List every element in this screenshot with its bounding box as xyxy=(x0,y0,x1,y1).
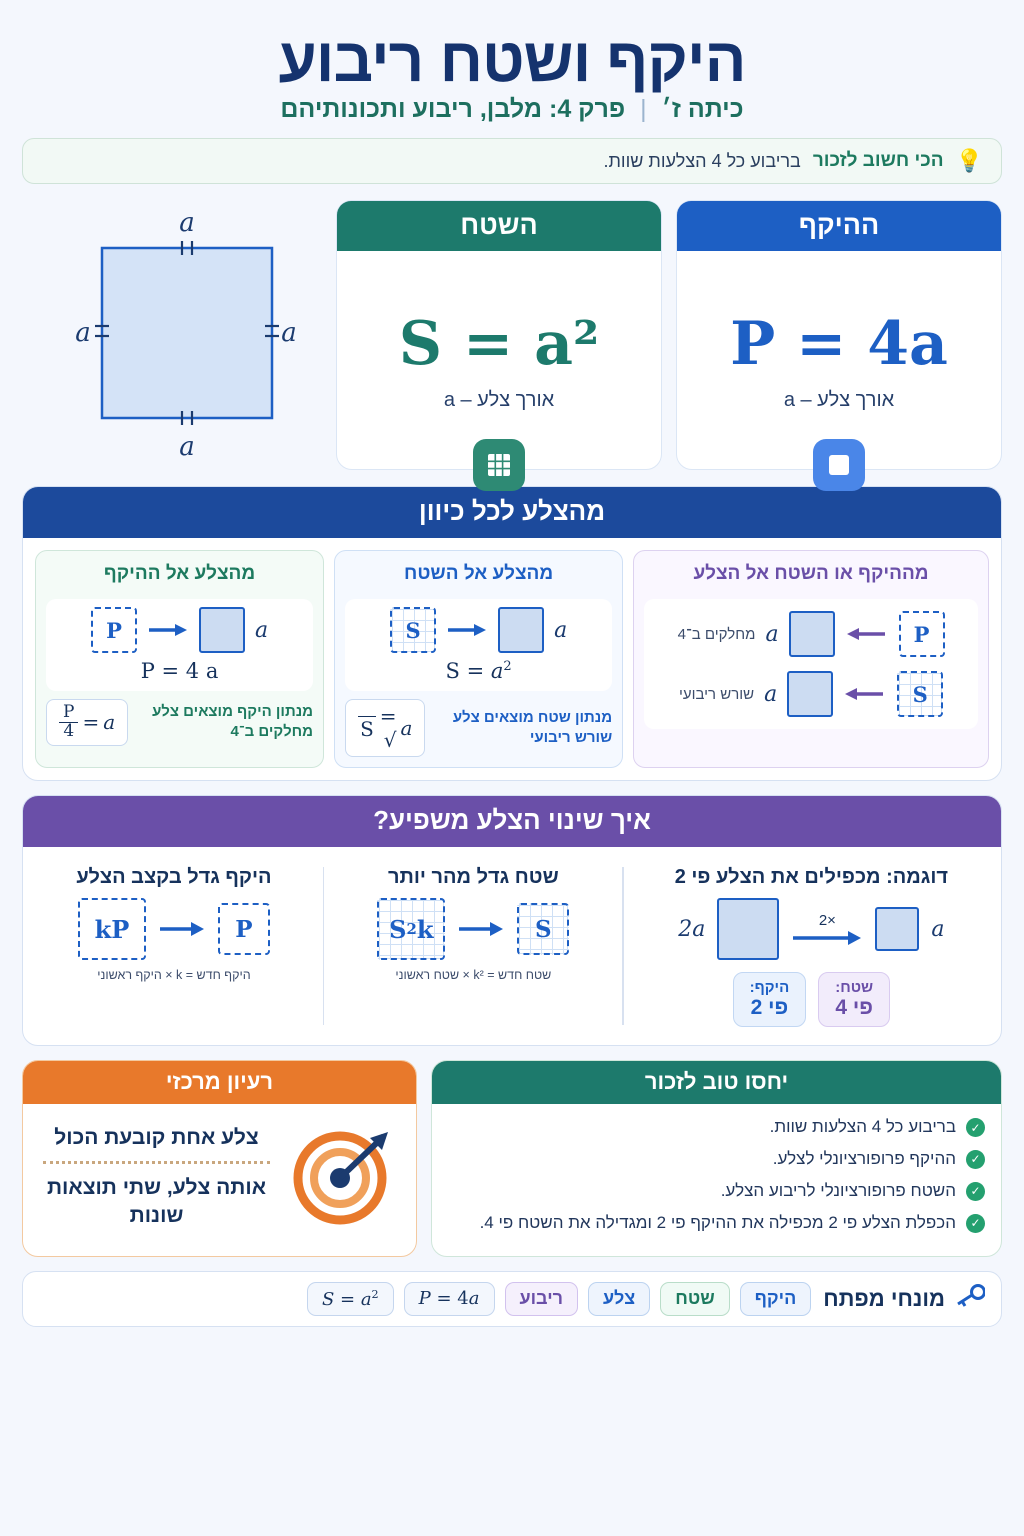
column-title: מההיקף או השטח אל הצלע xyxy=(693,563,929,585)
perimeter-formula: P = 4a xyxy=(730,308,948,379)
checklist-title: יחסו טוב לזכור xyxy=(432,1061,1001,1104)
arrow-icon xyxy=(845,625,889,643)
section-change xyxy=(22,795,1002,1046)
page-subtitle xyxy=(22,95,1002,124)
svg-text:a: a xyxy=(281,317,297,348)
flow-p-to-a xyxy=(678,611,945,657)
side-label: a xyxy=(554,617,568,643)
chip-area-formula[interactable]: $S = a^2$ xyxy=(307,1282,394,1316)
s-to-a-note: שורש ריבועי xyxy=(678,685,755,703)
area-to-side-note: מנתון שטח מוצאים צלע שורש ריבועי xyxy=(452,708,613,747)
area-equation: $S = a^2$ xyxy=(445,659,512,684)
column-side-to-perimeter xyxy=(35,550,324,768)
arrow-icon xyxy=(158,920,206,938)
page-title: היקף ושטח ריבוע xyxy=(278,26,746,95)
side-square xyxy=(787,671,833,717)
area-formula-card xyxy=(336,200,662,470)
check-circle-icon: ✓ xyxy=(966,1150,985,1169)
idea-card xyxy=(22,1060,417,1257)
pill-area-value: פי 4 xyxy=(835,996,873,1020)
perimeter-equation: P = 4 a xyxy=(140,659,219,684)
perimeter-to-side-note: מנתון היקף מוצאים צלע מחלקים ב־4 xyxy=(152,703,314,741)
chip-side[interactable]: צלע xyxy=(588,1282,650,1316)
column-area-growth xyxy=(334,861,612,1031)
area-card-title: השטח xyxy=(337,201,661,251)
column-perimeter-or-area-to-side xyxy=(633,550,989,768)
perimeter-formula-card xyxy=(676,200,1002,470)
chip-square[interactable]: ריבוע xyxy=(505,1282,579,1316)
check-item xyxy=(448,1148,985,1171)
area-box-after: k 2 S xyxy=(377,898,445,960)
perimeter-box-after: kP xyxy=(78,898,146,960)
chapter-label: פרק 4: מלבן, ריבוע ותכונותיהם xyxy=(280,95,626,124)
side-square xyxy=(498,607,544,653)
area-dashed-box: S xyxy=(897,671,943,717)
side-square xyxy=(199,607,245,653)
check-circle-icon: ✓ xyxy=(966,1182,985,1201)
target-dart-icon xyxy=(288,1118,400,1235)
column-example xyxy=(634,861,989,1031)
check-item-text: בריבוע כל 4 הצלעות שוות. xyxy=(769,1117,956,1137)
remember-label: הכי חשוב לזכור xyxy=(812,150,944,172)
check-item-text: ההיקף פרופורציונלי לצלע. xyxy=(772,1149,956,1169)
perimeter-card-title: ההיקף xyxy=(677,201,1001,251)
side-square xyxy=(789,611,835,657)
example-factor: ×2 xyxy=(818,911,836,929)
area-formula-sub: אורך צלע – a xyxy=(443,388,555,411)
column-side-to-area xyxy=(334,550,623,768)
column-title: מהצלע אל השטח xyxy=(404,563,554,585)
example-title: דוגמה: מכפילים את הצלע פי 2 xyxy=(674,866,949,889)
formula-row xyxy=(22,200,1002,470)
bottom-row xyxy=(22,1060,1002,1257)
pill-area-factor xyxy=(818,972,890,1027)
arrow-icon xyxy=(446,621,488,639)
pill-perimeter-value: פי 2 xyxy=(750,996,789,1020)
idea-line-2: אותה צלע, שתי תוצאות שונות xyxy=(46,1176,267,1227)
checklist-card xyxy=(431,1060,1002,1257)
example-small-square xyxy=(875,907,919,951)
square-diagram xyxy=(22,200,322,470)
chip-area[interactable]: שטח xyxy=(660,1282,729,1316)
perimeter-formula-sub: אורך צלע – a xyxy=(783,388,895,411)
example-from-label: a xyxy=(931,916,945,942)
check-circle-icon: ✓ xyxy=(966,1118,985,1137)
check-item xyxy=(448,1116,985,1139)
dotted-divider xyxy=(43,1161,270,1164)
check-item xyxy=(448,1180,985,1203)
area-growth-title: שטח גדל מהר יותר xyxy=(387,866,559,889)
perimeter-dashed-box: P xyxy=(899,611,945,657)
arrow-icon xyxy=(147,621,189,639)
area-formula: S = a² xyxy=(398,308,600,379)
pill-perimeter-label: היקף: xyxy=(749,979,790,997)
idea-line-1: צלע אחת קובעת הכול xyxy=(54,1126,259,1150)
square-outline-icon xyxy=(813,439,865,491)
check-item xyxy=(448,1212,985,1235)
check-item-text: הכפלת הצלע פי 2 מכפילה את ההיקף פי 2 ומגדילה את השטח פי 4. xyxy=(479,1212,956,1232)
idea-title: רעיון מרכזי xyxy=(23,1061,416,1104)
chip-perimeter[interactable]: היקף xyxy=(740,1282,812,1316)
perimeter-box-before: P xyxy=(218,903,270,955)
arrow-icon xyxy=(843,685,887,703)
arrow-icon xyxy=(791,929,863,947)
column-perimeter-growth xyxy=(35,861,313,1031)
example-to-label: 2a xyxy=(678,916,706,942)
side-label: a xyxy=(765,621,779,647)
area-dashed-box: S xyxy=(390,607,436,653)
p-to-a-note: מחלקים ב־4 xyxy=(677,625,756,643)
arrow-icon xyxy=(457,920,505,938)
example-big-square xyxy=(717,898,779,960)
key-terms-label: מונחי מפתח xyxy=(823,1285,945,1311)
lightbulb-icon: 💡 xyxy=(955,148,983,174)
perimeter-growth-title: היקף גדל בקצב הצלע xyxy=(76,866,272,889)
grade-label: כיתה ז׳ xyxy=(661,95,744,124)
remember-bar xyxy=(22,138,1002,184)
remember-text: בריבוע כל 4 הצלעות שוות. xyxy=(603,150,801,171)
chip-perimeter-formula[interactable]: P = 4a xyxy=(404,1282,495,1316)
key-terms-title xyxy=(823,1284,985,1314)
area-growth-note: שטח חדש = k² × שטח ראשוני xyxy=(395,968,552,983)
pill-perimeter-factor xyxy=(733,972,807,1027)
side-from-perimeter-formula: a = $\frac{P}{4}$ xyxy=(46,699,128,746)
perimeter-growth-note: היקף חדש = k × היקף ראשוני xyxy=(97,968,251,983)
svg-text:a: a xyxy=(179,431,195,462)
area-box-before: S xyxy=(517,903,569,955)
section-change-title: איך שינוי הצלע משפיע? xyxy=(23,796,1001,847)
divider xyxy=(622,867,624,1025)
flow-s-to-a xyxy=(679,671,943,717)
perimeter-dashed-box: P xyxy=(91,607,137,653)
side-from-area-formula: a = √ S xyxy=(345,699,425,757)
grid-square-icon xyxy=(473,439,525,491)
svg-text:a: a xyxy=(75,317,91,348)
side-label: a xyxy=(764,681,778,707)
check-circle-icon: ✓ xyxy=(966,1214,985,1233)
section-directions xyxy=(22,486,1002,781)
divider xyxy=(323,867,325,1025)
column-title: מהצלע אל ההיקף xyxy=(103,563,256,585)
key-icon xyxy=(955,1284,985,1314)
svg-text:a: a xyxy=(179,207,195,238)
section-directions-title: מהצלע לכל כיוון xyxy=(23,487,1001,538)
side-label: a xyxy=(254,617,269,643)
pill-area-label: שטח: xyxy=(835,979,874,997)
check-item-text: השטח פרופורציונלי לריבוע הצלע. xyxy=(720,1180,956,1200)
key-terms-bar xyxy=(22,1271,1002,1327)
subtitle-separator: | xyxy=(640,95,647,124)
